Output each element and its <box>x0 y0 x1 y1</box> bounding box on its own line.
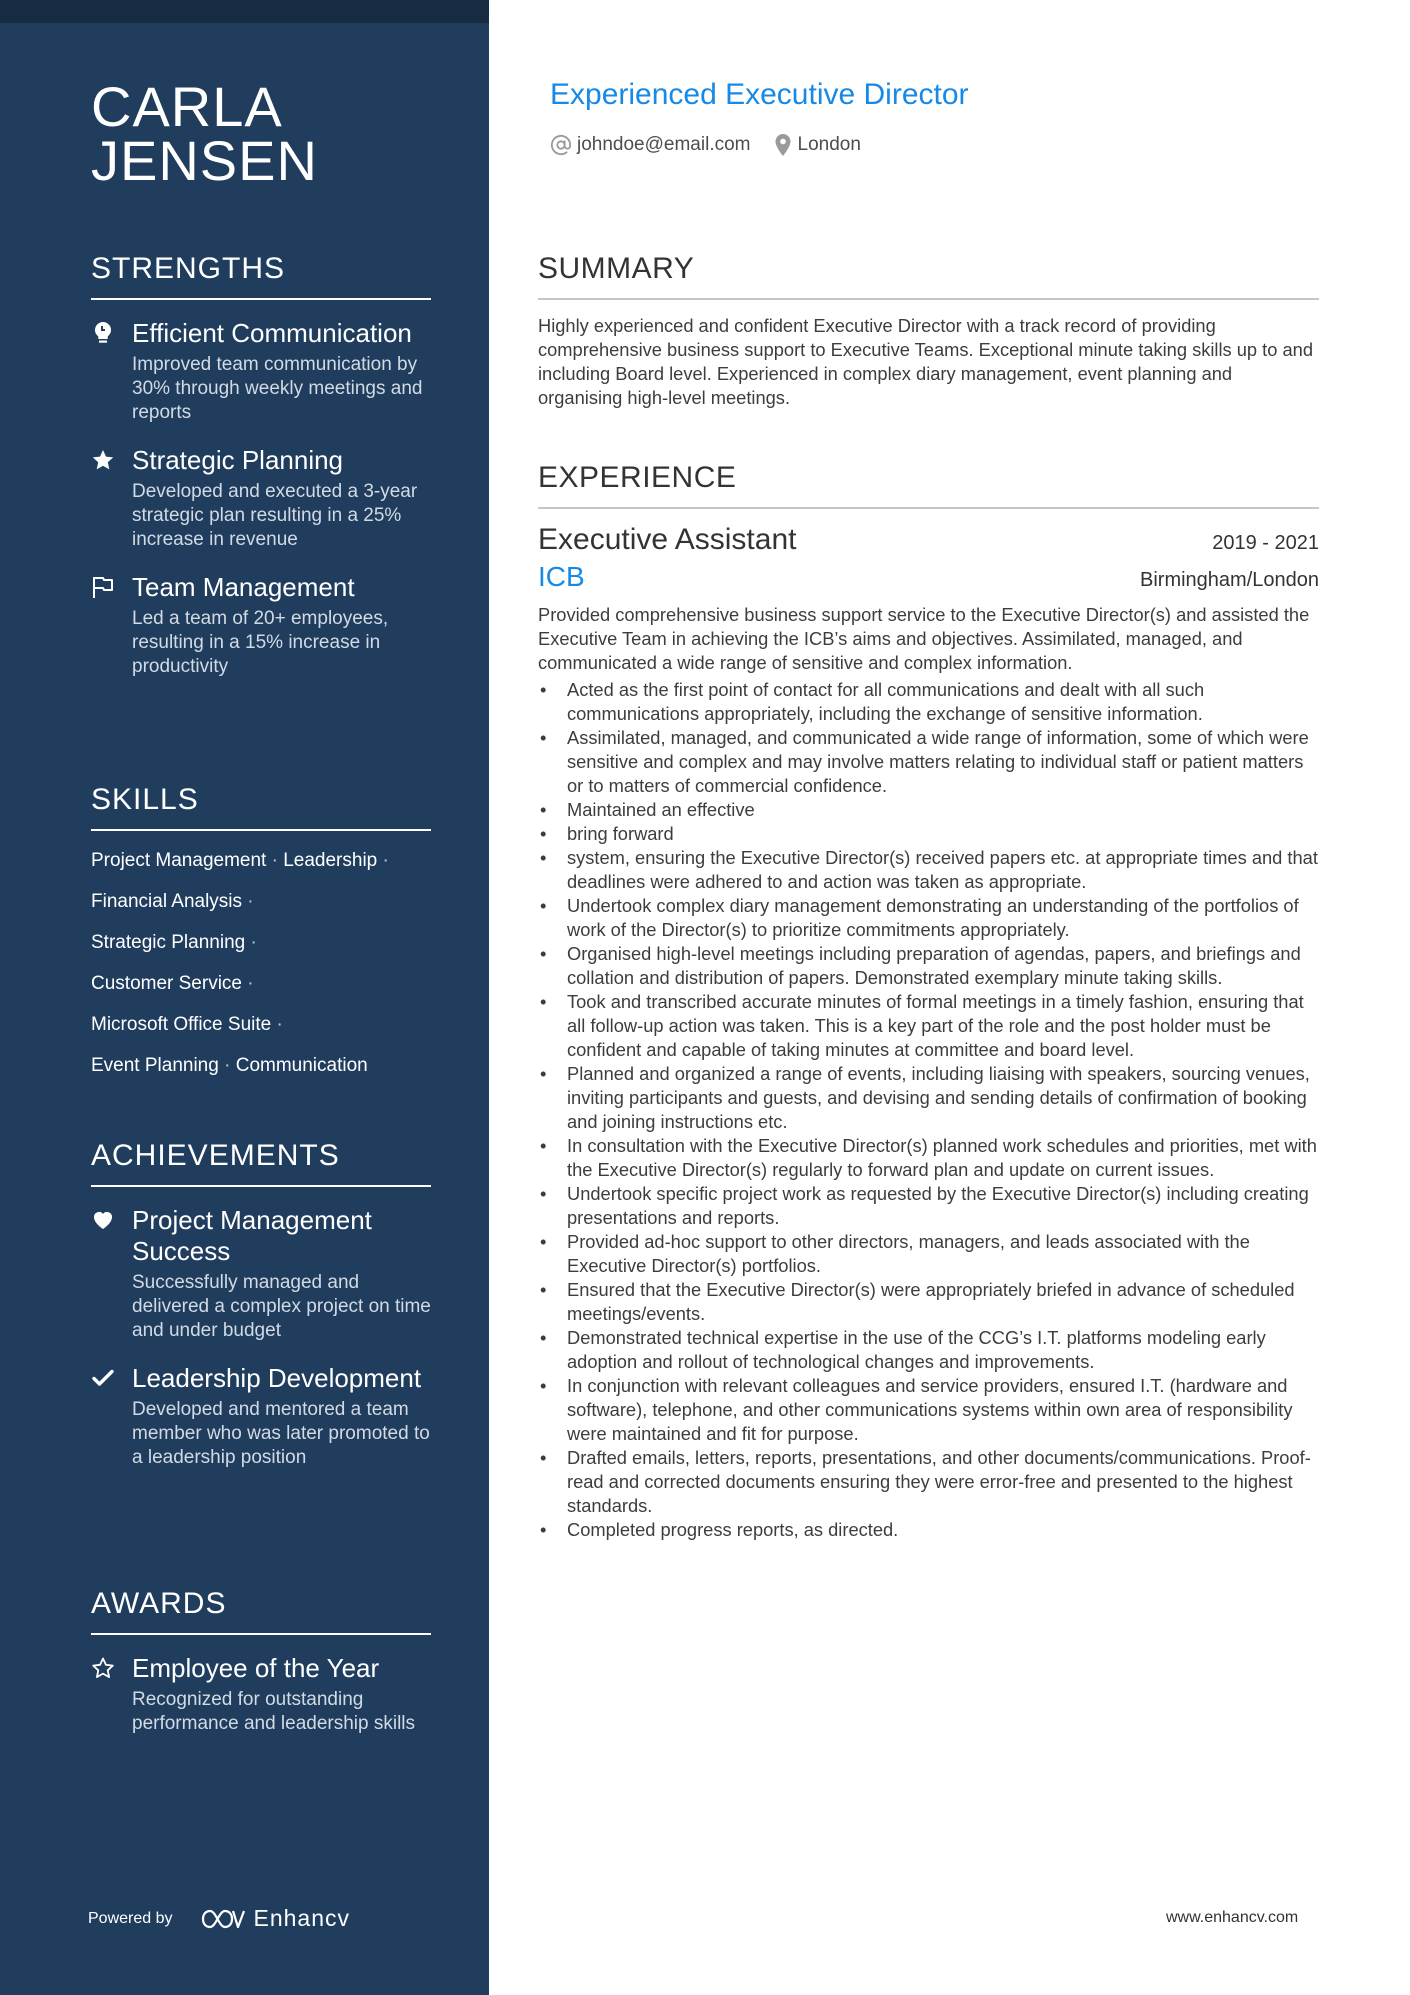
powered-by-label: Powered by <box>88 1909 173 1927</box>
bullet-item: • Acted as the first point of contact for all communications and dealt with all such communications appropriately, including the exchange of sensitive information. <box>538 678 1319 726</box>
bullet-item: • bring forward <box>538 822 1319 846</box>
award-item <box>91 1653 431 1736</box>
skill-tag: Microsoft Office Suite <box>91 1014 272 1035</box>
contact-row <box>550 133 883 157</box>
bullet-item: • Undertook specific project work as requested by the Executive Director(s) including creating presentations and reports. <box>538 1182 1319 1230</box>
enhancv-logo[interactable] <box>200 1905 351 1932</box>
flag-icon <box>91 574 115 600</box>
powered-by <box>88 1905 350 1932</box>
skill-tag: Communication <box>235 1055 368 1076</box>
skills-list <box>91 849 431 1078</box>
skill-tag: Project Management <box>91 850 267 871</box>
location-pin-icon <box>773 133 793 157</box>
skill-tag: Strategic Planning <box>91 932 246 953</box>
heart-icon <box>91 1207 115 1233</box>
enhancv-brand: Enhancv <box>253 1905 351 1931</box>
achievements-heading: ACHIEVEMENTS <box>91 1139 431 1187</box>
skill-line: Project Management · Leadership · <box>91 850 389 871</box>
checkmark-icon <box>91 1365 115 1391</box>
skill-line: Customer Service · <box>91 973 254 994</box>
skills-heading: SKILLS <box>91 783 431 831</box>
bullet-item: • In conjunction with relevant colleagues and service providers, ensured I.T. (hardware and software), telephone, and other communications systems within own area of responsibility were maintained and fit for purpose. <box>538 1374 1319 1446</box>
role-title: Executive Assistant <box>538 523 797 556</box>
achievement-desc: Successfully managed and delivered a complex project on time and under budget <box>132 1272 431 1341</box>
strength-title: Efficient Communication <box>132 318 412 348</box>
skill-line: Event Planning · Communication <box>91 1055 368 1076</box>
last-name: JENSEN <box>91 129 318 192</box>
email-text: johndoe@email.com <box>577 134 751 155</box>
summary-section <box>538 252 1319 410</box>
award-title: Employee of the Year <box>132 1653 380 1683</box>
strengths-section <box>91 252 431 699</box>
skill-line: Strategic Planning · <box>91 932 257 953</box>
summary-heading: SUMMARY <box>538 252 1319 300</box>
bullet-item: • Maintained an effective <box>538 798 1319 822</box>
skill-tag: Event Planning <box>91 1055 219 1076</box>
strength-desc: Developed and executed a 3-year strategic plan resulting in a 25% increase in revenue <box>132 481 418 550</box>
sidebar <box>0 0 489 1995</box>
website-link[interactable]: www.enhancv.com <box>1166 1909 1299 1926</box>
at-sign-icon <box>550 134 572 156</box>
bullet-item: • Ensured that the Executive Director(s) were appropriately briefed in advance of scheduled meetings/events. <box>538 1278 1319 1326</box>
experience-heading: EXPERIENCE <box>538 461 1319 509</box>
bullet-list <box>538 678 1319 1542</box>
lightbulb-icon <box>91 320 115 346</box>
awards-heading: AWARDS <box>91 1587 431 1635</box>
strength-title: Team Management <box>132 572 355 602</box>
first-name: CARLA <box>91 75 283 138</box>
bullet-item: • Organised high-level meetings including preparation of agendas, papers, and briefings and collation and distribution of papers. Demonstrated exemplary minute taking skills. <box>538 942 1319 990</box>
strength-item <box>91 445 431 552</box>
achievement-title: Leadership Development <box>132 1363 422 1393</box>
strength-item <box>91 572 431 679</box>
role-dates: 2019 - 2021 <box>1212 532 1319 554</box>
location-contact <box>773 133 861 157</box>
summary-text: Highly experienced and confident Executive Director with a track record of providing comprehensive business support to Executive Teams. Exceptional minute taking skills up to and including Board level. Experienced in complex diary management, event planning and organising high-level meetings. <box>538 315 1313 408</box>
bullet-item: • Took and transcribed accurate minutes of formal meetings in a timely fashion, ensuring that all follow-up action was taken. This is a key part of the role and the post holder must be confident and capable of taking minutes at committee and board level. <box>538 990 1319 1062</box>
awards-section <box>91 1587 431 1756</box>
person-name <box>91 75 451 192</box>
bullet-item: • Drafted emails, letters, reports, presentations, and other documents/communications. Proof-read and corrected documents ensuring they were error-free and presented to the highest standards. <box>538 1446 1319 1518</box>
enhancv-logo-icon <box>200 1906 246 1932</box>
strength-desc: Led a team of 20+ employees, resulting in a 15% increase in productivity <box>132 608 389 677</box>
skill-line: Financial Analysis · <box>91 891 254 912</box>
bullet-item: • Demonstrated technical expertise in the use of the CCG’s I.T. platforms modeling early adoption and rollout of technological changes and improvements. <box>538 1326 1319 1374</box>
bullet-item: • Planned and organized a range of events, including liaising with speakers, sourcing venues, inviting participants and guests, and devising and sending details of confirmation of booking and joining instructions etc. <box>538 1062 1319 1134</box>
star-icon <box>91 447 115 473</box>
strengths-heading: STRENGTHS <box>91 252 431 300</box>
location-text: London <box>797 134 861 155</box>
skills-section <box>91 783 431 1095</box>
bullet-item: • Assimilated, managed, and communicated a wide range of information, some of which were sensitive and complex and may involve matters relating to individual staff or patient matters or to matters of commercial confidence. <box>538 726 1319 798</box>
experience-section <box>538 461 1319 1542</box>
skill-tag: Customer Service <box>91 973 242 994</box>
company-row <box>538 561 1319 593</box>
headline: Experienced Executive Director <box>550 78 969 111</box>
award-desc: Recognized for outstanding performance and leadership skills <box>132 1689 416 1734</box>
role-row <box>538 523 1319 557</box>
bullet-item: • In consultation with the Executive Director(s) planned work schedules and priorities, met with the Executive Director(s) regularly to forward plan and update on current issues. <box>538 1134 1319 1182</box>
strength-item <box>91 318 431 425</box>
strength-title: Strategic Planning <box>132 445 344 475</box>
achievement-item <box>91 1363 431 1470</box>
achievement-desc: Developed and mentored a team member who was later promoted to a leadership position <box>132 1399 430 1468</box>
email-contact[interactable] <box>550 134 751 156</box>
bullet-item: • system, ensuring the Executive Director(s) received papers etc. at appropriate times and that deadlines were adhered to and action was taken as appropriate. <box>538 846 1319 894</box>
skill-tag: Financial Analysis <box>91 891 243 912</box>
role-location: Birmingham/London <box>1140 569 1319 591</box>
star-outline-icon <box>91 1655 115 1681</box>
role-description: Provided comprehensive business support service to the Executive Director(s) and assisted the Executive Team in achieving the ICB’s aims and objectives. Assimilated, managed, and communicated a wide range of sensitive and complex information. <box>538 604 1310 673</box>
bullet-item: • Provided ad-hoc support to other directors, managers, and leads associated with the Executive Director(s) portfolios. <box>538 1230 1319 1278</box>
achievements-section <box>91 1139 431 1490</box>
achievement-item <box>91 1205 431 1343</box>
strength-desc: Improved team communication by 30% through weekly meetings and reports <box>132 354 423 423</box>
skill-line: Microsoft Office Suite · <box>91 1014 283 1035</box>
bullet-item: • Undertook complex diary management demonstrating an understanding of the portfolios of work of the Director(s) to prioritize commitments appropriately. <box>538 894 1319 942</box>
company-name: ICB <box>538 561 585 592</box>
achievement-title: Project Management Success <box>132 1205 372 1266</box>
bullet-item: • Completed progress reports, as directed. <box>538 1518 1319 1542</box>
skill-tag: Leadership <box>283 850 378 871</box>
sidebar-top-bar <box>0 0 489 23</box>
